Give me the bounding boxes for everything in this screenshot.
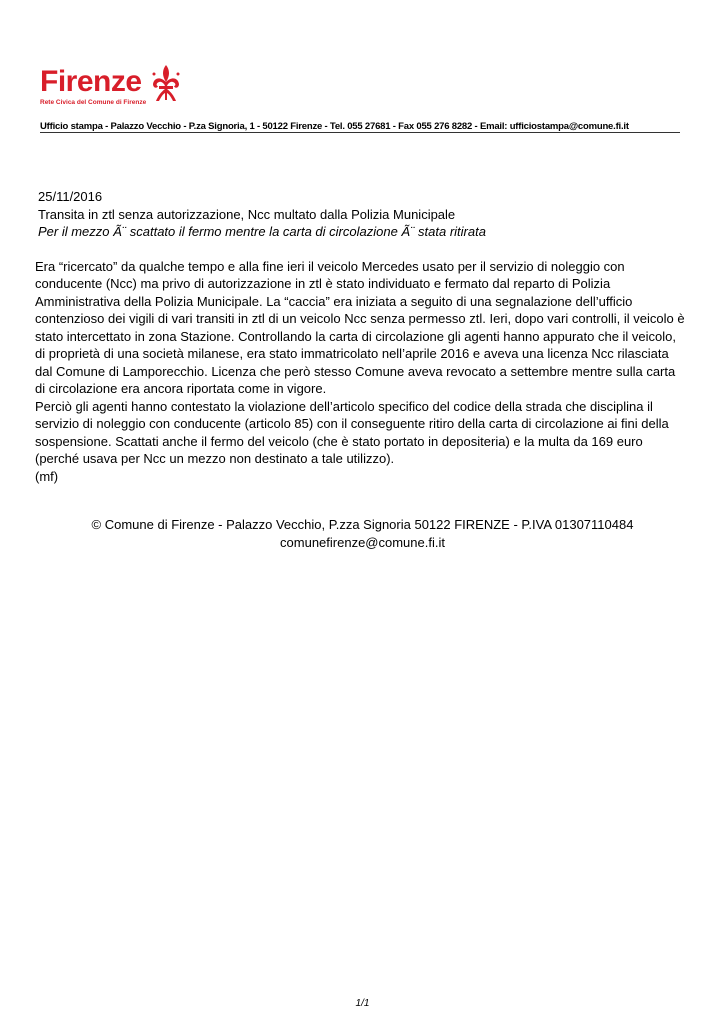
logo-subtitle: Rete Civica del Comune di Firenze <box>40 99 147 106</box>
article-body <box>35 258 685 486</box>
header-divider <box>40 132 680 133</box>
page-number: 1/1 <box>355 998 370 1009</box>
article-date: 25/11/2016 <box>38 189 103 204</box>
footer-copyright: © Comune di Firenze - Palazzo Vecchio, P.zza Signoria 50122 FIRENZE - P.IVA 01307110484 <box>91 517 634 532</box>
article-title: Transita in ztl senza autorizzazione, Ncc multato dalla Polizia Municipale <box>38 206 456 222</box>
contact-line: Ufficio stampa - Palazzo Vecchio - P.za Signoria, 1 - 50122 Firenze - Tel. 055 27681 - Fax 055 276 8282 - Email: ufficiostampa@comune.fi.it <box>40 121 629 132</box>
article <box>35 188 685 485</box>
article-subtitle: Per il mezzo Ã¨ scattato il fermo mentre la carta di circolazione Ã¨ stata ritirata <box>38 224 486 239</box>
footer <box>0 516 725 551</box>
florence-lily-icon <box>150 64 182 104</box>
logo-text: Firenze <box>40 65 142 98</box>
paragraph: Perciò gli agenti hanno contestato la violazione dell’articolo specifico del codice della strada che disciplina il servizio di noleggio con conducente (articolo 85) con il conseguente ritiro della carta di circolazione ai fini della sospensione. Scattati anche il fermo del veicolo (che è stato portato in depositeria) e la multa da 169 euro (perché usava per Ncc un mezzo non destinato a tale utilizzo). <box>35 398 669 466</box>
paragraph: Era “ricercato” da qualche tempo e alla fine ieri il veicolo Mercedes usato per il servizio di noleggio con conducente (Ncc) ma privo di autorizzazione in ztl è stato individuato e fermato dal reparto di Polizia Amministrativa della Polizia Municipale. La “caccia” era iniziata a seguito di una segnalazione dell’ufficio contenzioso dei vigili di vari transiti in ztl di un veicolo Ncc senza permesso ztl. Ieri, dopo vari controlli, il veicolo è stato intercettato in zona Stazione. Controllando la carta di circolazione gli agenti hanno appurato che il veicolo, di proprietà di una società milanese, era stato immatricolato nell’aprile 2016 e aveva una licenza Ncc rilasciata dal Comune di Lamporecchio. Licenza che però stesso Comune aveva revocato a settembre mentre sulla carta di circolazione era ancora riportata come in vigore. <box>35 258 685 396</box>
footer-email: comunefirenze@comune.fi.it <box>280 534 445 550</box>
header-logo <box>40 66 680 106</box>
paragraph: (mf) <box>35 468 59 484</box>
